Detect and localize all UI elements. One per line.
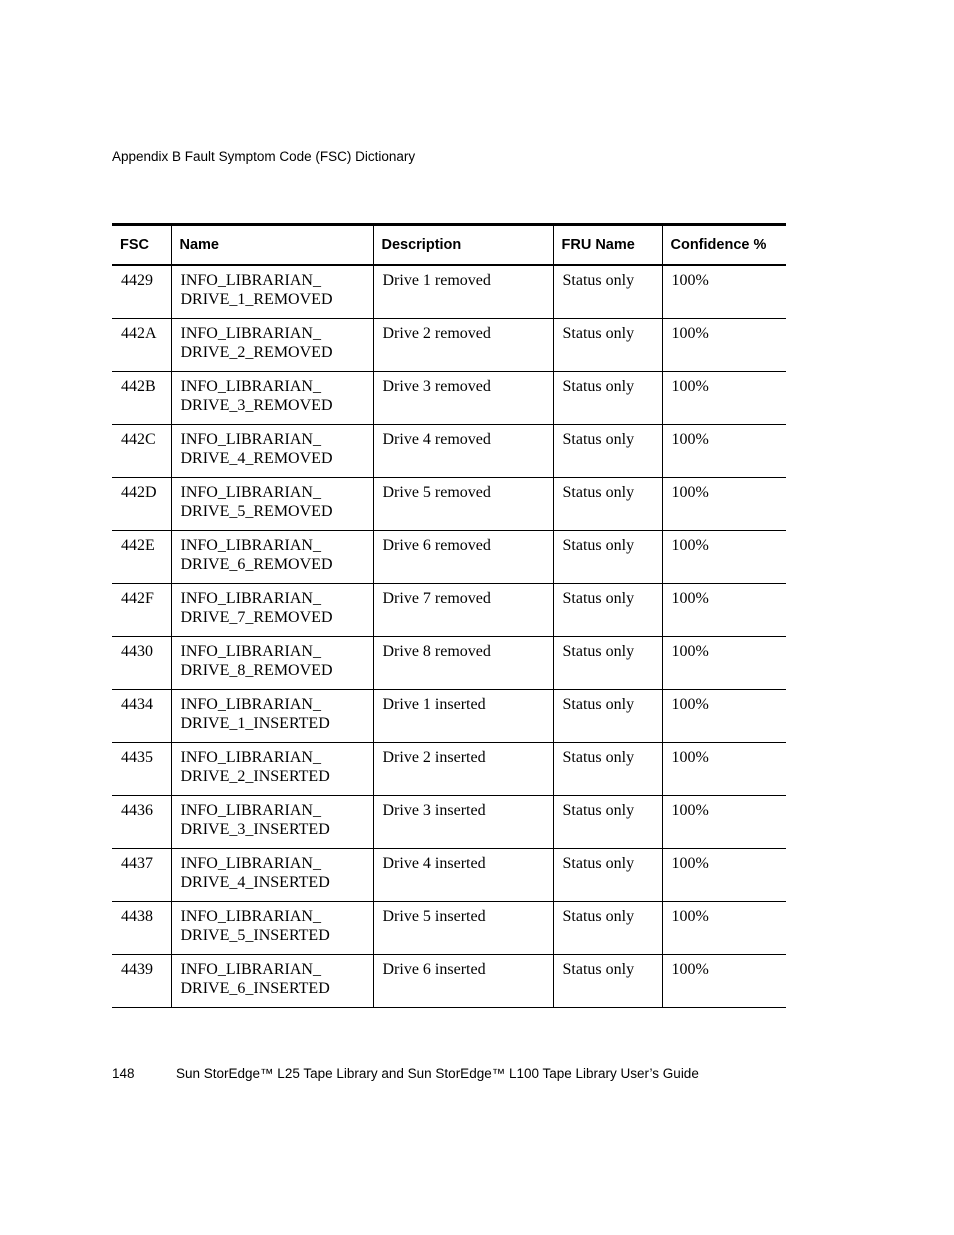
description-cell: Drive 3 removed [373,372,553,425]
confidence-cell: 100% [662,372,786,425]
name-line-1: INFO_LIBRARIAN_ [180,749,321,766]
fru-name-cell: Status only [553,955,662,1008]
name-line-1: INFO_LIBRARIAN_ [180,431,321,448]
name-line-1: INFO_LIBRARIAN_ [180,802,321,819]
description-cell: Drive 3 inserted [373,796,553,849]
name-line-1: INFO_LIBRARIAN_ [180,484,321,501]
confidence-cell: 100% [662,955,786,1008]
name-cell [171,902,373,955]
description-cell: Drive 2 inserted [373,743,553,796]
confidence-cell: 100% [662,902,786,955]
table-row [112,584,786,637]
name-line-2: DRIVE_1_REMOVED [180,291,333,308]
fru-name-cell: Status only [553,849,662,902]
fru-name-cell: Status only [553,637,662,690]
fru-name-cell: Status only [553,902,662,955]
fsc-code-cell: 4435 [121,749,153,766]
fsc-code-cell: 442C [121,431,156,448]
document-title: Sun StorEdge™ L25 Tape Library and Sun StorEdge™ L100 Tape Library User’s Guide [176,1066,699,1081]
name-line-1: INFO_LIBRARIAN_ [180,961,321,978]
description-cell: Drive 8 removed [373,637,553,690]
description-cell: Drive 7 removed [373,584,553,637]
name-line-1: INFO_LIBRARIAN_ [180,378,321,395]
fru-name-cell: Status only [553,690,662,743]
name-line-1: INFO_LIBRARIAN_ [180,855,321,872]
table-header-row [112,225,786,266]
table-row [112,690,786,743]
name-line-1: INFO_LIBRARIAN_ [180,272,321,289]
fru-name-cell: Status only [553,584,662,637]
description-cell: Drive 6 inserted [373,955,553,1008]
description-cell: Drive 4 inserted [373,849,553,902]
confidence-cell: 100% [662,690,786,743]
name-line-2: DRIVE_6_INSERTED [180,980,330,997]
name-line-2: DRIVE_3_REMOVED [180,397,333,414]
description-cell: Drive 1 inserted [373,690,553,743]
table-row [112,531,786,584]
name-line-2: DRIVE_6_REMOVED [180,556,333,573]
confidence-cell: 100% [662,531,786,584]
table-row [112,743,786,796]
column-header-description: Description [373,225,553,266]
fsc-code-cell: 442D [121,484,157,501]
confidence-cell: 100% [662,849,786,902]
confidence-cell: 100% [662,584,786,637]
name-line-2: DRIVE_5_REMOVED [180,503,333,520]
table-body [112,265,786,1008]
fsc-code-cell: 4439 [121,961,153,978]
confidence-cell: 100% [662,796,786,849]
name-line-2: DRIVE_4_REMOVED [180,450,333,467]
table-row [112,902,786,955]
fru-name-cell: Status only [553,319,662,372]
name-line-1: INFO_LIBRARIAN_ [180,643,321,660]
name-cell [171,584,373,637]
name-line-2: DRIVE_3_INSERTED [180,821,330,838]
fru-name-cell: Status only [553,265,662,319]
name-cell [171,531,373,584]
name-line-1: INFO_LIBRARIAN_ [180,590,321,607]
table-row [112,372,786,425]
description-cell: Drive 4 removed [373,425,553,478]
confidence-cell: 100% [662,743,786,796]
confidence-cell: 100% [662,319,786,372]
confidence-cell: 100% [662,265,786,319]
name-cell [171,478,373,531]
name-cell [171,849,373,902]
fsc-code-cell: 4434 [121,696,153,713]
fsc-code-cell: 442B [121,378,156,395]
table-row [112,319,786,372]
confidence-cell: 100% [662,425,786,478]
description-cell: Drive 2 removed [373,319,553,372]
name-line-2: DRIVE_2_INSERTED [180,768,330,785]
name-cell [171,265,373,319]
name-cell [171,425,373,478]
description-cell: Drive 1 removed [373,265,553,319]
name-line-1: INFO_LIBRARIAN_ [180,325,321,342]
table-row [112,637,786,690]
name-line-2: DRIVE_2_REMOVED [180,344,333,361]
table-row [112,478,786,531]
confidence-cell: 100% [662,478,786,531]
name-cell [171,637,373,690]
description-cell: Drive 5 inserted [373,902,553,955]
name-line-1: INFO_LIBRARIAN_ [180,908,321,925]
name-cell [171,955,373,1008]
fsc-code-cell: 442E [121,537,155,554]
fsc-code-cell: 4430 [121,643,153,660]
fru-name-cell: Status only [553,372,662,425]
fru-name-cell: Status only [553,743,662,796]
fsc-code-cell: 442F [121,590,154,607]
fru-name-cell: Status only [553,531,662,584]
column-header-confidence: Confidence % [662,225,786,266]
description-cell: Drive 5 removed [373,478,553,531]
name-line-2: DRIVE_8_REMOVED [180,662,333,679]
name-line-1: INFO_LIBRARIAN_ [180,537,321,554]
fru-name-cell: Status only [553,796,662,849]
fsc-code-cell: 442A [121,325,157,342]
name-line-2: DRIVE_7_REMOVED [180,609,333,626]
fru-name-cell: Status only [553,478,662,531]
name-line-2: DRIVE_5_INSERTED [180,927,330,944]
name-cell [171,796,373,849]
fru-name-cell: Status only [553,425,662,478]
fsc-code-cell: 4438 [121,908,153,925]
column-header-fsc: FSC [120,237,149,253]
running-header: Appendix B Fault Symptom Code (FSC) Dictionary [112,149,416,164]
fsc-code-cell: 4429 [121,272,153,289]
table-row [112,796,786,849]
fsc-table [112,223,786,1008]
description-cell: Drive 6 removed [373,531,553,584]
confidence-cell: 100% [662,637,786,690]
name-cell [171,319,373,372]
name-line-1: INFO_LIBRARIAN_ [180,696,321,713]
name-line-2: DRIVE_1_INSERTED [180,715,330,732]
name-cell [171,743,373,796]
table-row [112,425,786,478]
fsc-code-cell: 4436 [121,802,153,819]
name-cell [171,372,373,425]
fsc-code-cell: 4437 [121,855,153,872]
page-number: 148 [112,1066,135,1081]
column-header-fru-name: FRU Name [553,225,662,266]
column-header-name: Name [171,225,373,266]
name-line-2: DRIVE_4_INSERTED [180,874,330,891]
table-row [112,849,786,902]
table-row [112,265,786,319]
table-row [112,955,786,1008]
name-cell [171,690,373,743]
